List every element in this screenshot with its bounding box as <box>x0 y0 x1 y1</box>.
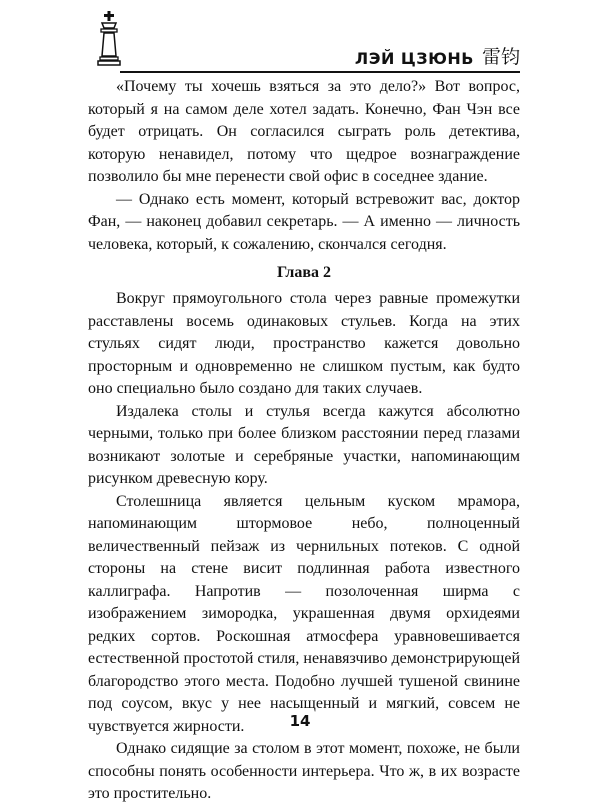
chapter-heading: Глава 2 <box>277 264 331 281</box>
paragraph: «Почему ты хочешь взяться за это дело?» Вот вопрос, который я на самом деле хотел задать. Конечно, Фан Чэн все будет отрицать. Он согласился сыграть роль детектива, которую ненавидел, потому что щедрое вознаграждение позволило бы мне перенести свой офис в соседнее здание. <box>88 78 520 185</box>
header-rule <box>120 71 520 73</box>
paragraph: Вокруг прямоугольного стола через равные промежутки расставлены восемь одинаковых стульев. Когда на этих стульях сидят люди, пространство кажется довольно просторным и одновременно не слишком пустым, как будто оно специально было создано для таких случаев. <box>88 290 520 397</box>
page-number: 14 <box>289 712 311 730</box>
running-head <box>88 10 520 72</box>
body-text-top <box>88 76 520 256</box>
paragraph: — Однако есть момент, который встревожит вас, доктор Фан, — наконец добавил секретарь. — А именно — личность человека, который, к сожалению, скончался сегодня. <box>88 190 520 253</box>
paragraph: Столешница является цельным куском мрамора, напоминающим штормовое небо, полноценный величественный пейзаж из чернильных потеков. С одной стороны на стене висит подлинная работа известного каллиграфа. Напротив — позолоченная ширма с изображением зимородка, украшенная двумя орхидеями редких сортов. Роскошная атмосфера уравновешивается естественной простотой стиля, ненавязчиво демонстрирующей благородство этого места. Подобно лучшей тушеной свинине под соусом, вкус у нее насыщенный и мягкий, совсем не чувствуется жирности. <box>88 492 521 735</box>
author-name: ЛЭЙ ЦЗЮНЬ <box>354 49 474 68</box>
chess-king-icon <box>94 10 124 70</box>
running-title <box>355 38 520 68</box>
paragraph: Однако сидящие за столом в этот момент, похоже, не были способны понять особенности интерьера. Что ж, в их возрасте это простительно. <box>88 740 520 802</box>
paragraph: Издалека столы и стулья всегда кажутся абсолютно черными, только при более близком расстоянии перед глазами возникают золотые и серебряные участки, напоминающим рисунком древесную кору. <box>88 402 520 487</box>
author-name-hanzi: 雷钧 <box>481 46 520 68</box>
